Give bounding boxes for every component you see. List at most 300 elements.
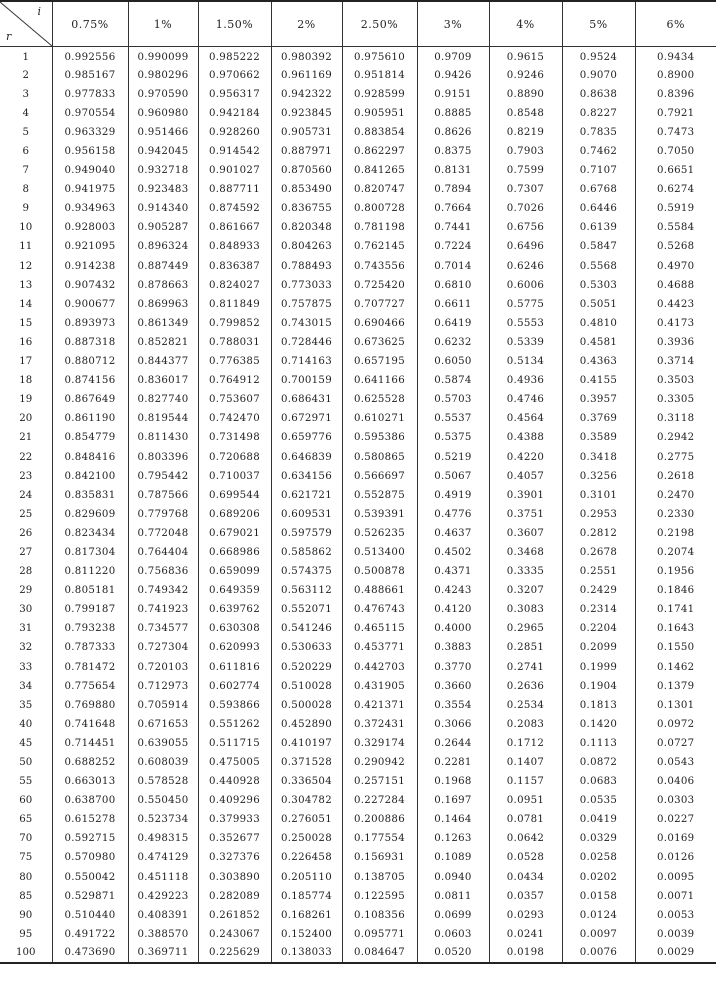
factor-cell: 0.970554 [52,104,128,123]
factor-cell: 0.4371 [417,562,489,581]
factor-cell: 0.0683 [562,772,635,791]
factor-cell: 0.429223 [128,887,198,906]
period-cell: 14 [19,298,33,310]
table-row [0,677,716,696]
factor-cell: 0.0811 [417,887,489,906]
factor-cell: 0.1462 [635,658,716,677]
factor-cell: 0.5703 [417,390,489,409]
period-cell: 13 [19,279,33,291]
factor-cell: 0.905287 [128,218,198,237]
factor-cell: 0.862297 [342,142,417,161]
factor-cell: 0.679021 [198,524,271,543]
factor-cell: 0.928260 [198,123,271,142]
factor-cell: 0.1956 [635,562,716,581]
factor-cell: 0.934963 [52,199,128,218]
period-cell: 60 [19,795,33,807]
factor-cell: 0.491722 [52,925,128,944]
factor-cell: 0.138033 [271,944,342,963]
factor-cell: 0.928003 [52,218,128,237]
factor-cell: 0.4220 [489,447,562,466]
factor-cell: 0.1999 [562,658,635,677]
factor-cell: 0.942045 [128,142,198,161]
factor-cell: 0.602774 [198,677,271,696]
factor-cell: 0.870560 [271,161,342,180]
factor-cell: 0.743015 [271,314,342,333]
table-row [0,428,716,447]
factor-cell: 0.451118 [128,868,198,887]
factor-cell: 0.7903 [489,142,562,161]
factor-cell: 0.985167 [52,66,128,85]
factor-cell: 0.1968 [417,772,489,791]
table-row [0,295,716,314]
factor-cell: 0.0169 [635,829,716,848]
factor-cell: 0.4243 [417,581,489,600]
factor-cell: 0.475005 [198,753,271,772]
factor-cell: 0.3256 [562,467,635,486]
factor-cell: 0.923845 [271,104,342,123]
factor-cell: 0.6810 [417,276,489,295]
factor-cell: 0.8626 [417,123,489,142]
factor-cell: 0.793238 [52,619,128,638]
factor-cell: 0.1813 [562,696,635,715]
factor-cell: 0.095771 [342,925,417,944]
factor-cell: 0.5339 [489,333,562,352]
factor-cell: 0.811849 [198,295,271,314]
factor-cell: 0.4173 [635,314,716,333]
factor-cell: 0.3101 [562,486,635,505]
period-cell: 31 [19,623,33,635]
factor-cell: 0.787566 [128,486,198,505]
table-row [0,868,716,887]
factor-cell: 0.3883 [417,638,489,657]
period-cell: 7 [22,165,29,177]
factor-cell: 0.0241 [489,925,562,944]
factor-cell: 0.1263 [417,829,489,848]
factor-cell: 0.956158 [52,142,128,161]
factor-cell: 0.593866 [198,696,271,715]
factor-cell: 0.799852 [198,314,271,333]
factor-cell: 0.0303 [635,791,716,810]
period-cell: 80 [19,871,33,883]
factor-cell: 0.227284 [342,791,417,810]
factor-cell: 0.6446 [562,199,635,218]
factor-cell: 0.615278 [52,810,128,829]
factor-cell: 0.980296 [128,66,198,85]
factor-cell: 0.0029 [635,944,716,963]
period-cell: 90 [19,909,33,921]
factor-cell: 0.5375 [417,428,489,447]
factor-cell: 0.741923 [128,600,198,619]
table-row [0,180,716,199]
factor-cell: 0.3751 [489,505,562,524]
period-cell: 1 [22,52,29,64]
factor-cell: 0.7441 [417,218,489,237]
factor-cell: 0.7050 [635,142,716,161]
factor-cell: 0.388570 [128,925,198,944]
factor-cell: 0.539391 [342,505,417,524]
factor-cell: 0.841265 [342,161,417,180]
period-cell: 8 [22,184,29,196]
factor-cell: 0.646839 [271,447,342,466]
factor-cell: 0.4970 [635,257,716,276]
table-row [0,772,716,791]
factor-cell: 0.764404 [128,543,198,562]
factor-cell: 0.3607 [489,524,562,543]
factor-cell: 0.2314 [562,600,635,619]
factor-cell: 0.0126 [635,848,716,867]
factor-cell: 0.0329 [562,829,635,848]
factor-cell: 0.0603 [417,925,489,944]
factor-cell: 0.303890 [198,868,271,887]
factor-cell: 0.1113 [562,734,635,753]
factor-cell: 0.1157 [489,772,562,791]
factor-cell: 0.138705 [342,868,417,887]
factor-cell: 0.803396 [128,447,198,466]
factor-cell: 0.2551 [562,562,635,581]
table-row [0,276,716,295]
period-cell: 26 [19,527,33,539]
factor-cell: 0.6139 [562,218,635,237]
factor-cell: 0.887971 [271,142,342,161]
factor-cell: 0.842100 [52,467,128,486]
table-row [0,161,716,180]
period-cell: 16 [19,336,33,348]
factor-cell: 0.970662 [198,66,271,85]
period-cell: 28 [19,566,33,578]
factor-cell: 0.408391 [128,906,198,925]
period-cell: 35 [19,699,33,711]
factor-cell: 0.5067 [417,467,489,486]
factor-cell: 0.1301 [635,696,716,715]
factor-cell: 0.956317 [198,85,271,104]
table-row [0,734,716,753]
column-header-rate: 2.50% [342,1,417,47]
factor-cell: 0.465115 [342,619,417,638]
table-row [0,715,716,734]
factor-cell: 0.510440 [52,906,128,925]
factor-cell: 0.510028 [271,677,342,696]
factor-cell: 0.0727 [635,734,716,753]
factor-cell: 0.0158 [562,887,635,906]
period-cell: 75 [19,852,33,864]
factor-cell: 0.2429 [562,581,635,600]
factor-cell: 0.8548 [489,104,562,123]
factor-cell: 0.990099 [128,47,198,66]
factor-cell: 0.452890 [271,715,342,734]
table-row [0,447,716,466]
factor-cell: 0.775654 [52,677,128,696]
factor-cell: 0.551262 [198,715,271,734]
factor-cell: 0.3118 [635,409,716,428]
factor-cell: 0.5874 [417,371,489,390]
factor-cell: 0.327376 [198,848,271,867]
factor-cell: 0.530633 [271,638,342,657]
factor-cell: 0.9615 [489,47,562,66]
factor-cell: 0.0419 [562,810,635,829]
factor-cell: 0.668986 [198,543,271,562]
factor-cell: 0.707727 [342,295,417,314]
factor-cell: 0.932718 [128,161,198,180]
factor-cell: 0.923483 [128,180,198,199]
factor-cell: 0.712973 [128,677,198,696]
factor-cell: 0.0258 [562,848,635,867]
period-cell: 65 [19,814,33,826]
factor-cell: 0.5584 [635,218,716,237]
factor-cell: 0.7107 [562,161,635,180]
factor-cell: 0.844377 [128,352,198,371]
factor-cell: 0.523734 [128,810,198,829]
factor-cell: 0.2470 [635,486,716,505]
factor-cell: 0.473690 [52,944,128,963]
factor-cell: 0.6274 [635,180,716,199]
factor-cell: 0.610271 [342,409,417,428]
factor-cell: 0.250028 [271,829,342,848]
factor-cell: 0.0076 [562,944,635,963]
factor-cell: 0.0872 [562,753,635,772]
factor-cell: 0.7664 [417,199,489,218]
factor-cell: 0.8890 [489,85,562,104]
period-cell: 33 [19,661,33,673]
factor-cell: 0.0039 [635,925,716,944]
factor-cell: 0.824027 [198,276,271,295]
factor-cell: 0.9246 [489,66,562,85]
factor-cell: 0.3770 [417,658,489,677]
factor-cell: 0.659099 [198,562,271,581]
factor-cell: 0.9151 [417,85,489,104]
column-header-rate: 1.50% [198,1,271,47]
factor-cell: 0.690466 [342,314,417,333]
factor-cell: 0.200886 [342,810,417,829]
period-cell: 27 [19,546,33,558]
factor-cell: 0.541246 [271,619,342,638]
period-cell: 21 [19,432,33,444]
factor-cell: 0.861667 [198,218,271,237]
table-row [0,887,716,906]
factor-cell: 0.756836 [128,562,198,581]
corner-label-i: i [37,5,42,18]
factor-cell: 0.731498 [198,428,271,447]
factor-cell: 0.853490 [271,180,342,199]
table-row [0,47,716,66]
period-cell: 45 [19,737,33,749]
factor-cell: 0.720103 [128,658,198,677]
factor-cell: 0.861190 [52,409,128,428]
table-row [0,333,716,352]
factor-cell: 0.5303 [562,276,635,295]
factor-cell: 0.7835 [562,123,635,142]
factor-cell: 0.762145 [342,237,417,256]
factor-cell: 0.836387 [198,257,271,276]
factor-cell: 0.108356 [342,906,417,925]
factor-cell: 0.887449 [128,257,198,276]
factor-cell: 0.1712 [489,734,562,753]
factor-cell: 0.621721 [271,486,342,505]
factor-cell: 0.329174 [342,734,417,753]
factor-cell: 0.1550 [635,638,716,657]
factor-cell: 0.0198 [489,944,562,963]
factor-cell: 0.9709 [417,47,489,66]
factor-cell: 0.900677 [52,295,128,314]
factor-cell: 0.6756 [489,218,562,237]
factor-cell: 0.6050 [417,352,489,371]
factor-cell: 0.3503 [635,371,716,390]
factor-cell: 0.941975 [52,180,128,199]
factor-cell: 0.686431 [271,390,342,409]
factor-cell: 0.1643 [635,619,716,638]
factor-cell: 0.852821 [128,333,198,352]
factor-cell: 0.609531 [271,505,342,524]
factor-cell: 0.1089 [417,848,489,867]
factor-cell: 0.896324 [128,237,198,256]
factor-cell: 0.4810 [562,314,635,333]
table-row [0,352,716,371]
factor-cell: 0.1407 [489,753,562,772]
table-row [0,257,716,276]
factor-cell: 0.2644 [417,734,489,753]
table-body [0,47,716,964]
period-cell: 17 [19,356,33,368]
factor-cell: 0.608039 [128,753,198,772]
factor-cell: 0.7894 [417,180,489,199]
period-cell: 70 [19,833,33,845]
factor-cell: 0.985222 [198,47,271,66]
factor-cell: 0.379933 [198,810,271,829]
factor-cell: 0.743556 [342,257,417,276]
factor-cell: 0.440928 [198,772,271,791]
factor-cell: 0.1464 [417,810,489,829]
factor-cell: 0.4388 [489,428,562,447]
table-row [0,753,716,772]
factor-cell: 0.7462 [562,142,635,161]
factor-cell: 0.168261 [271,906,342,925]
factor-cell: 0.4919 [417,486,489,505]
factor-cell: 0.2953 [562,505,635,524]
factor-cell: 0.975610 [342,47,417,66]
factor-cell: 0.905731 [271,123,342,142]
factor-cell: 0.2636 [489,677,562,696]
table-row [0,486,716,505]
table-row [0,791,716,810]
factor-cell: 0.7599 [489,161,562,180]
factor-cell: 0.663013 [52,772,128,791]
factor-cell: 0.4581 [562,333,635,352]
factor-cell: 0.714163 [271,352,342,371]
factor-cell: 0.2812 [562,524,635,543]
factor-cell: 0.0972 [635,715,716,734]
factor-cell: 0.893973 [52,314,128,333]
factor-cell: 0.649359 [198,581,271,600]
factor-cell: 0.529871 [52,887,128,906]
period-cell: 50 [19,757,33,769]
factor-cell: 0.4564 [489,409,562,428]
factor-cell: 0.625528 [342,390,417,409]
table-row [0,925,716,944]
factor-cell: 0.671653 [128,715,198,734]
period-cell: 95 [19,928,33,940]
factor-cell: 0.1846 [635,581,716,600]
factor-cell: 0.773033 [271,276,342,295]
factor-cell: 0.563112 [271,581,342,600]
factor-cell: 0.7307 [489,180,562,199]
factor-cell: 0.574375 [271,562,342,581]
table-row [0,123,716,142]
factor-cell: 0.552071 [271,600,342,619]
factor-cell: 0.2965 [489,619,562,638]
factor-cell: 0.688252 [52,753,128,772]
factor-cell: 0.634156 [271,467,342,486]
table-row [0,524,716,543]
factor-cell: 0.942322 [271,85,342,104]
factor-cell: 0.5553 [489,314,562,333]
factor-cell: 0.1697 [417,791,489,810]
period-cell: 20 [19,413,33,425]
factor-cell: 0.0097 [562,925,635,944]
factor-cell: 0.0406 [635,772,716,791]
factor-cell: 0.836755 [271,199,342,218]
table-row [0,371,716,390]
factor-cell: 0.152400 [271,925,342,944]
table-row [0,104,716,123]
factor-cell: 0.869963 [128,295,198,314]
table-row [0,142,716,161]
factor-cell: 0.3589 [562,428,635,447]
period-cell: 40 [19,718,33,730]
factor-cell: 0.2775 [635,447,716,466]
factor-cell: 0.453771 [342,638,417,657]
factor-cell: 0.4502 [417,543,489,562]
factor-cell: 0.883854 [342,123,417,142]
factor-cell: 0.592715 [52,829,128,848]
factor-cell: 0.914238 [52,257,128,276]
factor-cell: 0.742470 [198,409,271,428]
factor-cell: 0.720688 [198,447,271,466]
period-cell: 5 [22,126,29,138]
column-header-rate: 1% [128,1,198,47]
period-cell: 15 [19,317,33,329]
factor-cell: 0.689206 [198,505,271,524]
factor-cell: 0.225629 [198,944,271,963]
table-row [0,562,716,581]
factor-cell: 0.2678 [562,543,635,562]
factor-cell: 0.963329 [52,123,128,142]
factor-cell: 0.257151 [342,772,417,791]
factor-cell: 0.409296 [198,791,271,810]
factor-cell: 0.630308 [198,619,271,638]
factor-cell: 0.578528 [128,772,198,791]
table-row [0,600,716,619]
factor-cell: 0.8219 [489,123,562,142]
factor-cell: 0.4363 [562,352,635,371]
factor-cell: 0.1379 [635,677,716,696]
table-row [0,409,716,428]
factor-cell: 0.7224 [417,237,489,256]
factor-cell: 0.4423 [635,295,716,314]
factor-cell: 0.741648 [52,715,128,734]
factor-cell: 0.336504 [271,772,342,791]
factor-cell: 0.0699 [417,906,489,925]
factor-cell: 0.2618 [635,467,716,486]
period-cell: 18 [19,375,33,387]
factor-cell: 0.177554 [342,829,417,848]
factor-cell: 0.3936 [635,333,716,352]
factor-cell: 0.369711 [128,944,198,963]
factor-cell: 0.7473 [635,123,716,142]
factor-cell: 0.827740 [128,390,198,409]
factor-cell: 0.705914 [128,696,198,715]
factor-cell: 0.2204 [562,619,635,638]
factor-cell: 0.700159 [271,371,342,390]
factor-cell: 0.805181 [52,581,128,600]
